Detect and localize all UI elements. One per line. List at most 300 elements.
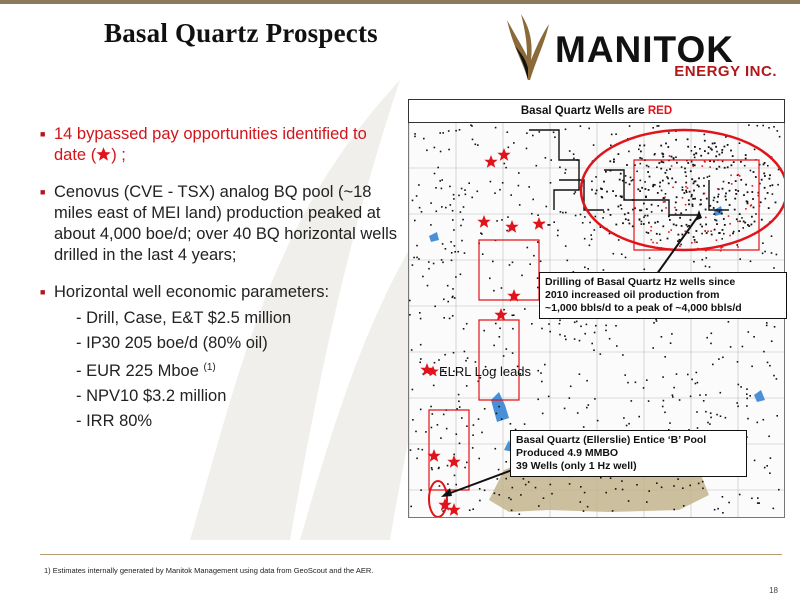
well-dot-dense <box>651 204 653 206</box>
well-dot-dense <box>764 187 766 189</box>
well-dot <box>475 361 477 363</box>
bq-well-dot <box>671 165 673 167</box>
well-dot-dense <box>715 146 717 148</box>
well-dot <box>478 458 480 460</box>
well-dot-dense <box>761 219 763 221</box>
well-dot <box>537 214 539 216</box>
callout-line: Drilling of Basal Quartz Hz wells since <box>545 276 736 288</box>
well-dot-dense <box>685 190 687 192</box>
well-dot <box>422 276 424 278</box>
well-dot <box>750 261 752 263</box>
map-header <box>408 99 785 123</box>
bq-well-dot <box>729 223 731 225</box>
well-dot <box>712 364 714 366</box>
well-dot-dense <box>722 188 724 190</box>
well-dot <box>410 506 412 508</box>
bq-well-dot <box>685 204 687 206</box>
well-dot <box>714 509 716 511</box>
well-dot <box>679 399 681 401</box>
well-dot <box>773 508 775 510</box>
well-dot-dense <box>769 178 771 180</box>
well-dot <box>722 357 724 359</box>
well-dot <box>544 364 546 366</box>
well-dot <box>638 416 640 418</box>
well-dot-dense <box>693 236 695 238</box>
bq-well-dot <box>717 188 719 190</box>
well-dot <box>519 513 521 515</box>
well-dot <box>673 485 675 487</box>
well-dot <box>603 211 605 213</box>
sub-item <box>54 358 400 381</box>
well-dot <box>442 243 444 245</box>
well-dot <box>706 257 708 259</box>
well-dot-dense <box>662 156 664 158</box>
well-dot <box>663 400 665 402</box>
well-dot <box>512 315 514 317</box>
well-dot-dense <box>746 200 748 202</box>
well-dot-dense <box>671 156 673 158</box>
well-dot-dense <box>694 198 696 200</box>
well-dot <box>535 487 537 489</box>
well-dot <box>641 223 643 225</box>
well-dot <box>628 500 630 502</box>
bq-well-dot <box>668 231 670 233</box>
well-dot-dense <box>625 218 627 220</box>
well-dot <box>548 396 550 398</box>
well-dot-dense <box>675 209 677 211</box>
well-dot-dense <box>693 183 695 185</box>
well-dot <box>479 488 481 490</box>
well-dot-dense <box>700 199 702 201</box>
well-dot-dense <box>725 193 727 195</box>
well-dot <box>696 241 698 243</box>
well-dot <box>615 133 617 135</box>
red-star-icon <box>447 503 460 516</box>
well-dot <box>420 318 422 320</box>
well-dot <box>569 150 571 152</box>
well-dot <box>686 191 688 193</box>
well-dot <box>773 126 775 128</box>
well-dot-dense <box>767 192 769 194</box>
well-dot <box>537 370 539 372</box>
well-dot <box>664 356 666 358</box>
well-dot <box>675 156 677 158</box>
bq-well-dot <box>705 217 707 219</box>
well-dot <box>733 231 735 233</box>
bq-well-dot <box>664 201 666 203</box>
well-dot <box>644 181 646 183</box>
well-dot <box>618 239 620 241</box>
well-dot <box>683 505 685 507</box>
well-dot <box>465 194 467 196</box>
well-dot <box>621 480 623 482</box>
callout-line: Basal Quartz (Ellerslie) Entice ‘B’ Pool <box>516 434 707 446</box>
well-dot <box>539 131 541 133</box>
well-dot <box>763 419 765 421</box>
well-dot <box>541 381 543 383</box>
well-dot <box>452 219 454 221</box>
well-dot <box>693 261 695 263</box>
well-dot <box>588 128 590 130</box>
well-dot <box>767 165 769 167</box>
bq-well-dot <box>704 193 706 195</box>
well-dot <box>471 197 473 199</box>
well-dot <box>466 323 468 325</box>
well-dot <box>527 247 529 249</box>
sub-item: - IRR 80% <box>76 412 153 430</box>
well-dot <box>687 374 689 376</box>
well-dot-dense <box>685 182 687 184</box>
well-dot <box>705 411 707 413</box>
well-dot <box>464 351 466 353</box>
elrl-label-text: ELRL Log leads <box>439 364 532 379</box>
callout-drilling <box>539 272 787 319</box>
well-dot <box>628 423 630 425</box>
well-dot-dense <box>688 203 690 205</box>
well-dot <box>422 449 424 451</box>
well-dot <box>437 167 439 169</box>
well-dot-dense <box>764 162 766 164</box>
well-dot <box>550 484 552 486</box>
well-dot <box>503 309 505 311</box>
well-dot <box>513 142 515 144</box>
well-dot <box>468 182 470 184</box>
well-dot <box>769 472 771 474</box>
well-dot-dense <box>719 154 721 156</box>
well-dot <box>447 285 449 287</box>
well-dot <box>528 186 530 188</box>
well-dot <box>669 422 671 424</box>
well-dot <box>641 158 643 160</box>
well-dot <box>580 125 582 127</box>
well-dot <box>499 494 501 496</box>
well-dot <box>419 362 421 364</box>
bq-well-dot <box>672 187 674 189</box>
well-dot <box>505 461 507 463</box>
well-dot <box>751 498 753 500</box>
well-dot <box>758 502 760 504</box>
well-dot <box>626 425 628 427</box>
well-dot <box>472 447 474 449</box>
well-dot <box>471 125 473 127</box>
well-dot <box>548 323 550 325</box>
well-dot <box>458 195 460 197</box>
well-dot <box>643 216 645 218</box>
well-dot <box>453 194 455 196</box>
well-dot <box>419 207 421 209</box>
well-dot <box>690 396 692 398</box>
well-dot-dense <box>722 229 724 231</box>
well-dot <box>565 129 567 131</box>
well-dot <box>433 263 435 265</box>
well-dot <box>662 376 664 378</box>
well-dot <box>459 129 461 131</box>
well-dot <box>453 229 455 231</box>
well-dot <box>685 209 687 211</box>
blue-lake <box>429 232 439 242</box>
well-dot <box>584 333 586 335</box>
well-dot <box>641 221 643 223</box>
well-dot <box>707 176 709 178</box>
well-dot-dense <box>619 179 621 181</box>
well-dot <box>518 172 520 174</box>
well-dot <box>682 187 684 189</box>
well-dot-dense <box>752 198 754 200</box>
well-dot <box>615 488 617 490</box>
well-dot-dense <box>690 219 692 221</box>
well-dot <box>636 484 638 486</box>
well-dot <box>777 130 779 132</box>
well-dot <box>702 259 704 261</box>
well-dot-dense <box>685 171 687 173</box>
well-dot <box>449 186 451 188</box>
well-dot <box>680 244 682 246</box>
well-dot-dense <box>715 155 717 157</box>
well-dot-dense <box>647 215 649 217</box>
well-dot <box>739 221 741 223</box>
red-star-icon <box>427 365 439 377</box>
well-dot <box>438 468 440 470</box>
well-dot-dense <box>646 165 648 167</box>
well-dot <box>600 353 602 355</box>
well-dot <box>702 481 704 483</box>
well-dot <box>638 149 640 151</box>
bq-well-dot <box>663 201 665 203</box>
well-dot-dense <box>665 172 667 174</box>
well-dot <box>478 418 480 420</box>
bq-well-dot <box>752 185 754 187</box>
well-dot <box>553 132 555 134</box>
well-dot-dense <box>680 212 682 214</box>
well-dot-dense <box>626 164 628 166</box>
well-dot <box>409 314 411 316</box>
well-dot-dense <box>628 219 630 221</box>
well-dot-dense <box>662 225 664 227</box>
well-dot <box>494 192 496 194</box>
well-dot <box>445 248 447 250</box>
well-dot-dense <box>740 161 742 163</box>
well-dot-dense <box>667 177 669 179</box>
well-dot <box>640 180 642 182</box>
well-dot <box>595 325 597 327</box>
well-dot <box>722 496 724 498</box>
well-dot <box>728 321 730 323</box>
well-dot <box>464 189 466 191</box>
well-dot-dense <box>755 176 757 178</box>
well-dot <box>463 328 465 330</box>
footnote-ref: (1) <box>203 362 216 373</box>
well-dot <box>540 261 542 263</box>
bq-well-dot <box>707 231 709 233</box>
well-dot <box>419 312 421 314</box>
sub-item: - Drill, Case, E&T $2.5 million <box>76 309 292 327</box>
blue-lake <box>491 392 509 422</box>
well-dot <box>441 259 443 261</box>
well-dot-dense <box>719 211 721 213</box>
well-dot <box>698 483 700 485</box>
well-dot <box>484 490 486 492</box>
well-dot <box>465 360 467 362</box>
well-dot <box>496 220 498 222</box>
well-dot <box>587 268 589 270</box>
well-dot <box>605 325 607 327</box>
well-dot <box>748 124 750 126</box>
well-dot <box>427 285 429 287</box>
well-dot <box>538 505 540 507</box>
bq-well-dot <box>687 187 689 189</box>
well-dot-dense <box>618 206 620 208</box>
well-dot <box>559 323 561 325</box>
well-dot-dense <box>643 145 645 147</box>
well-dot <box>436 211 438 213</box>
well-dot-dense <box>620 204 622 206</box>
well-dot <box>455 484 457 486</box>
well-dot <box>622 354 624 356</box>
well-dot-dense <box>730 150 732 152</box>
well-dot <box>483 330 485 332</box>
well-dot <box>531 213 533 215</box>
well-dot <box>718 194 720 196</box>
well-dot-dense <box>697 184 699 186</box>
well-dot <box>497 478 499 480</box>
blue-lake <box>754 390 765 402</box>
well-dot <box>705 266 707 268</box>
well-dot <box>704 134 706 136</box>
callout-line: Produced 4.9 MMBO <box>516 447 619 459</box>
well-dot <box>746 405 748 407</box>
well-dot-dense <box>698 177 700 179</box>
well-dot <box>586 407 588 409</box>
well-dot <box>721 238 723 240</box>
bullet-list <box>40 124 400 447</box>
well-dot <box>512 352 514 354</box>
well-dot <box>459 443 461 445</box>
well-dot-dense <box>668 183 670 185</box>
well-dot-dense <box>663 161 665 163</box>
top-rule <box>0 0 800 4</box>
well-dot <box>762 253 764 255</box>
well-dot <box>646 379 648 381</box>
well-dot <box>657 205 659 207</box>
well-dot <box>418 448 420 450</box>
well-dot <box>413 257 415 259</box>
well-dot <box>717 508 719 510</box>
well-dot <box>494 493 496 495</box>
well-dot-dense <box>694 239 696 241</box>
well-dot <box>420 358 422 360</box>
well-dot-dense <box>640 151 642 153</box>
well-dot <box>656 320 658 322</box>
well-dot <box>484 408 486 410</box>
well-dot <box>411 349 413 351</box>
well-dot <box>623 417 625 419</box>
well-dot-dense <box>694 146 696 148</box>
bq-well-dot <box>656 242 658 244</box>
well-dot <box>506 230 508 232</box>
well-dot <box>439 180 441 182</box>
bq-well-dot <box>737 221 739 223</box>
well-dot <box>499 336 501 338</box>
well-dot <box>456 433 458 435</box>
well-dot-dense <box>688 199 690 201</box>
well-dot <box>636 171 638 173</box>
well-dot-dense <box>662 180 664 182</box>
well-dot <box>739 142 741 144</box>
bullet-text: Horizontal well economic parameters: <box>54 283 330 301</box>
well-dot <box>455 276 457 278</box>
well-dot <box>466 462 468 464</box>
well-dot <box>672 396 674 398</box>
well-dot <box>551 493 553 495</box>
well-dot-dense <box>713 207 715 209</box>
well-dot <box>764 467 766 469</box>
well-dot <box>434 147 436 149</box>
well-dot <box>452 210 454 212</box>
well-dot-dense <box>678 234 680 236</box>
red-star-icon <box>497 148 510 161</box>
well-dot <box>425 431 427 433</box>
well-dot <box>441 188 443 190</box>
well-dot <box>502 182 504 184</box>
well-dot <box>528 481 530 483</box>
well-dot-dense <box>676 162 678 164</box>
well-dot <box>508 497 510 499</box>
well-dot-dense <box>699 204 701 206</box>
well-dot-dense <box>669 219 671 221</box>
well-dot <box>547 224 549 226</box>
well-dot <box>763 351 765 353</box>
well-dot <box>431 427 433 429</box>
well-dot-dense <box>708 146 710 148</box>
well-dot <box>589 222 591 224</box>
well-dot-dense <box>761 179 763 181</box>
well-dot <box>702 488 704 490</box>
well-dot <box>446 428 448 430</box>
well-dot <box>557 235 559 237</box>
well-dot <box>421 211 423 213</box>
well-dot <box>625 257 627 259</box>
well-dot <box>519 204 521 206</box>
well-dot <box>670 342 672 344</box>
well-dot <box>631 400 633 402</box>
well-dot <box>460 274 462 276</box>
well-dot <box>565 245 567 247</box>
red-star-icon <box>494 308 507 321</box>
bullet-text: Cenovus (CVE - TSX) analog BQ pool (~18 miles east of MEI land) production peaked at about 4,000 boe/d; over 40 BQ horizontal wells drilled in the last 4 years; <box>54 183 398 264</box>
well-dot <box>441 179 443 181</box>
well-dot <box>769 365 771 367</box>
well-dot-dense <box>643 203 645 205</box>
red-star-icon <box>532 217 545 230</box>
well-dot <box>498 469 500 471</box>
well-dot-dense <box>609 160 611 162</box>
well-dot <box>447 301 449 303</box>
well-dot-dense <box>681 234 683 236</box>
well-dot-dense <box>675 224 677 226</box>
well-dot <box>588 404 590 406</box>
well-dot <box>589 245 591 247</box>
sub-item: - NPV10 $3.2 million <box>76 387 227 405</box>
well-dot-dense <box>665 143 667 145</box>
well-dot <box>557 230 559 232</box>
well-dot <box>448 149 450 151</box>
well-dot-dense <box>660 168 662 170</box>
well-dot <box>549 331 551 333</box>
well-dot <box>472 434 474 436</box>
well-dot <box>652 127 654 129</box>
well-dot-dense <box>733 161 735 163</box>
well-dot-dense <box>713 197 715 199</box>
